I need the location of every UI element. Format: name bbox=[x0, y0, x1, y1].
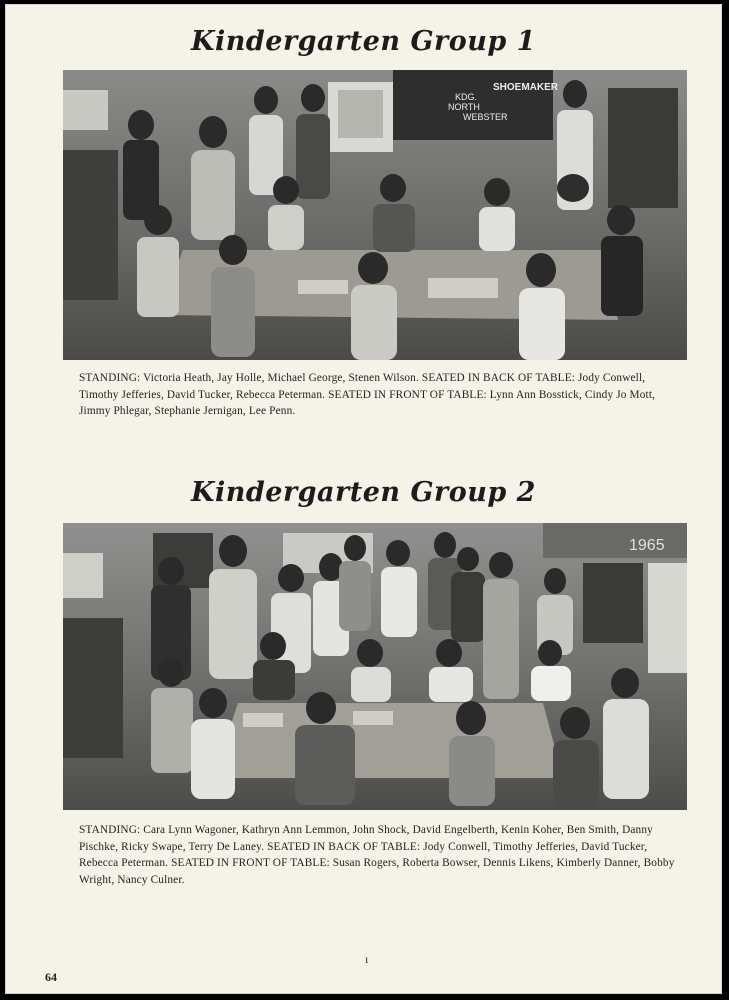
page-number: 64 bbox=[45, 970, 57, 984]
group2-caption: STANDING: Cara Lynn Wagoner, Kathryn Ann Lemmon, John Shock, David Engelberth, Kenin Koher, Ben Smith, Danny Pischke, Ricky Swape, Terry De Laney. SEATED IN BACK OF TABLE: Jody Conwell, Timothy Jefferies, David Tucker, Rebecca Peterman. SEATED IN FRONT OF TABLE: Susan Rogers, Roberta Bowser, Dennis Likens, Kimberly Danner, Bobby Wright, Nancy Culner. bbox=[79, 824, 675, 886]
group2-title: Kindergarten Group 2 bbox=[191, 477, 536, 508]
group1-sign-shoemaker: SHOEMAKER bbox=[493, 82, 559, 93]
group1-sign-webster: WEBSTER bbox=[463, 112, 508, 122]
stray-mark: ı bbox=[365, 952, 369, 966]
yearbook-page bbox=[5, 4, 722, 994]
group1-caption: STANDING: Victoria Heath, Jay Holle, Michael George, Stenen Wilson. SEATED IN BACK OF TABLE: Jody Conwell, Timothy Jefferies, David Tucker, Rebecca Peterman. SEATED IN FRONT OF TABLE: Lynn Ann Bosstick, Cindy Jo Mott, Jimmy Phlegar, Stephanie Jernigan, Lee Penn. bbox=[79, 372, 656, 417]
group1-sign-kdg: KDG. bbox=[455, 92, 478, 102]
group2-photo bbox=[63, 523, 687, 810]
group1-title: Kindergarten Group 1 bbox=[191, 26, 536, 57]
group1-photo bbox=[63, 70, 687, 360]
group1-sign-north: NORTH bbox=[448, 102, 480, 112]
group2-sign-year: 1965 bbox=[629, 537, 665, 554]
